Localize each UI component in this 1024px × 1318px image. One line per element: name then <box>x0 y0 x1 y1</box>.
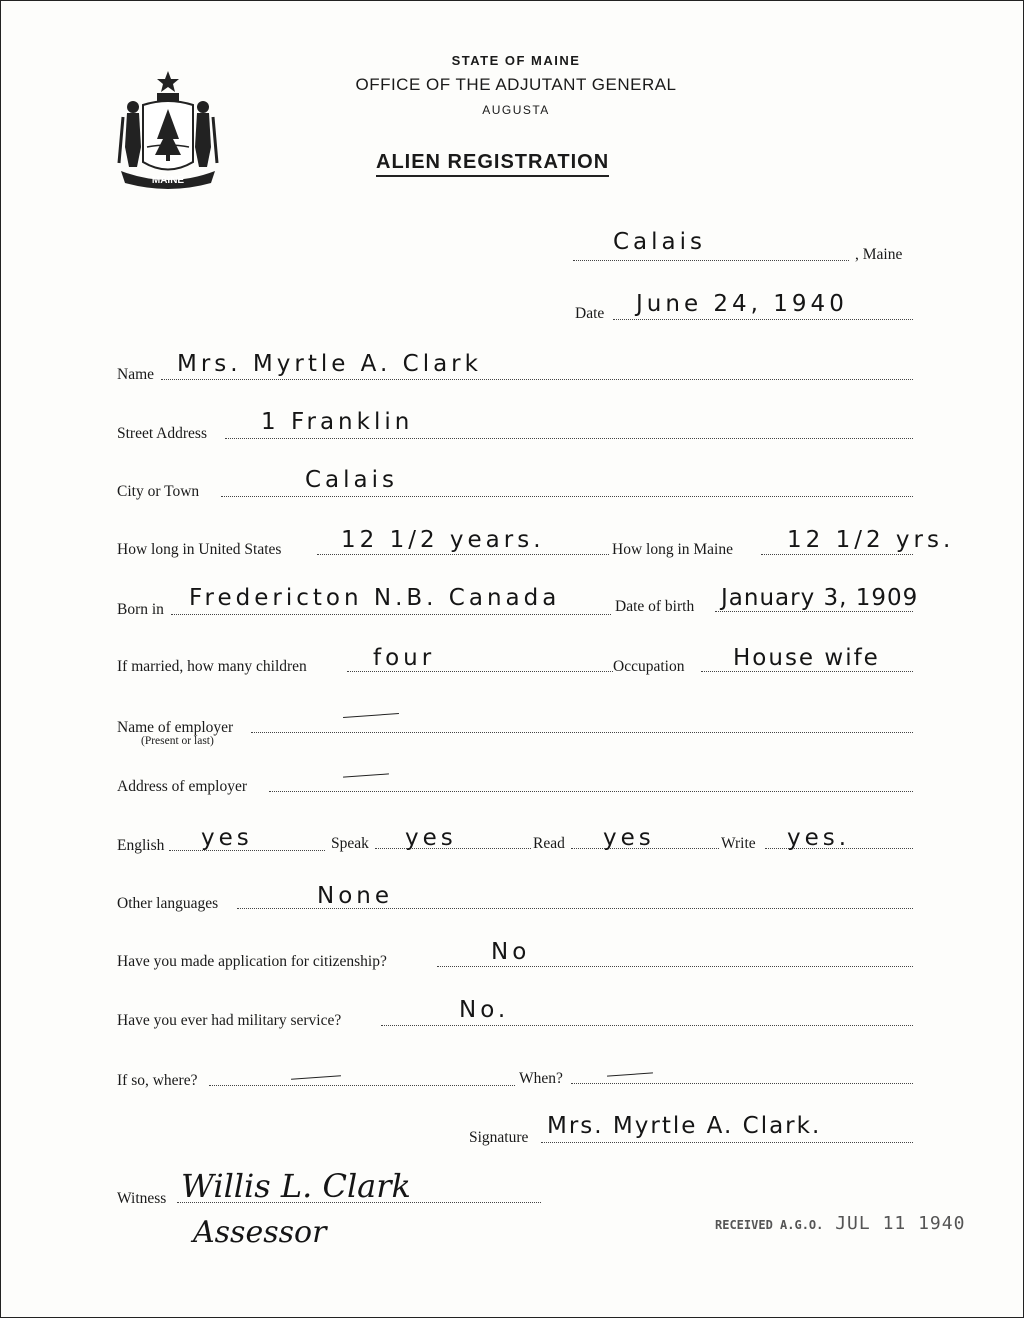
when-line <box>571 1083 913 1084</box>
write-value: yes. <box>787 825 851 851</box>
born-in-value: Fredericton N.B. Canada <box>189 585 561 611</box>
city-label: City or Town <box>117 483 200 500</box>
how-long-us-line <box>317 554 609 555</box>
received-stamp-prefix: RECEIVED A.G.O. <box>715 1218 824 1232</box>
name-value: Mrs. Myrtle A. Clark <box>177 351 482 377</box>
military-value: No. <box>459 997 510 1023</box>
date-of-birth-line <box>715 611 913 612</box>
date-of-birth-label: Date of birth <box>615 598 695 615</box>
received-stamp <box>715 1213 965 1234</box>
if-so-where-line <box>209 1085 515 1086</box>
citizenship-value: No <box>491 939 531 965</box>
english-label: English <box>117 837 165 854</box>
military-line <box>381 1025 913 1026</box>
children-value: four <box>373 645 436 671</box>
read-value: yes <box>603 825 655 851</box>
city-line <box>221 496 913 497</box>
born-in-line <box>171 614 611 615</box>
city-heading: AUGUSTA <box>482 103 550 117</box>
employer-address-dash <box>343 773 389 777</box>
english-value: yes <box>201 825 253 851</box>
svg-text:MAINE: MAINE <box>151 175 185 186</box>
street-address-label: Street Address <box>117 425 207 442</box>
children-label: If married, how many children <box>117 658 307 675</box>
signature-line <box>541 1142 913 1143</box>
witness-title: Assessor <box>193 1215 327 1250</box>
name-label: Name <box>117 366 155 383</box>
name-line <box>161 379 913 380</box>
employer-name-dash <box>343 713 399 718</box>
city-value: Calais <box>305 467 399 493</box>
witness-signature: Willis L. Clark <box>181 1167 411 1205</box>
maine-state-seal-icon <box>113 67 223 191</box>
children-line <box>347 671 613 672</box>
read-label: Read <box>533 835 565 852</box>
if-so-where-label: If so, where? <box>117 1072 198 1089</box>
occupation-line <box>701 671 913 672</box>
date-of-birth-value: January 3, 1909 <box>721 585 919 611</box>
employer-address-label: Address of employer <box>117 778 247 795</box>
signature-label: Signature <box>469 1129 529 1146</box>
employer-name-label: Name of employer <box>117 719 234 736</box>
citizenship-line <box>437 966 913 967</box>
occupation-value: House wife <box>733 645 880 671</box>
how-long-maine-line <box>761 554 913 555</box>
witness-label: Witness <box>117 1190 167 1207</box>
form-title: ALIEN REGISTRATION <box>376 151 609 177</box>
how-long-maine-value: 12 1/2 yrs. <box>787 527 955 553</box>
how-long-us-label: How long in United States <box>117 541 282 558</box>
how-long-maine-label: How long in Maine <box>612 541 733 558</box>
office-heading: OFFICE OF THE ADJUTANT GENERAL <box>355 75 677 94</box>
write-label: Write <box>721 835 756 852</box>
place-suffix-label: , Maine <box>855 246 903 263</box>
occupation-label: Occupation <box>613 658 685 675</box>
how-long-us-value: 12 1/2 years. <box>341 527 545 553</box>
speak-label: Speak <box>331 835 369 852</box>
date-value: June 24, 1940 <box>636 291 848 317</box>
date-label: Date <box>575 305 605 322</box>
employer-name-sublabel: (Present or last) <box>141 735 214 747</box>
other-languages-value: None <box>317 883 394 909</box>
born-in-label: Born in <box>117 601 164 618</box>
employer-address-line <box>269 791 913 792</box>
other-languages-label: Other languages <box>117 895 219 912</box>
when-label: When? <box>519 1070 563 1087</box>
state-heading: STATE OF MAINE <box>451 53 581 68</box>
signature-value: Mrs. Myrtle A. Clark. <box>547 1113 822 1139</box>
received-stamp-date: JUL 11 1940 <box>835 1213 966 1234</box>
place-line <box>573 260 849 261</box>
military-label: Have you ever had military service? <box>117 1012 342 1029</box>
speak-value: yes <box>405 825 457 851</box>
if-so-where-dash <box>291 1075 341 1079</box>
street-address-line <box>225 438 913 439</box>
citizenship-label: Have you made application for citizenship? <box>117 953 387 970</box>
when-dash <box>607 1072 653 1076</box>
place-value: Calais <box>613 229 707 255</box>
street-address-value: 1 Franklin <box>261 409 414 435</box>
date-line <box>613 319 913 320</box>
employer-name-line <box>251 732 913 733</box>
